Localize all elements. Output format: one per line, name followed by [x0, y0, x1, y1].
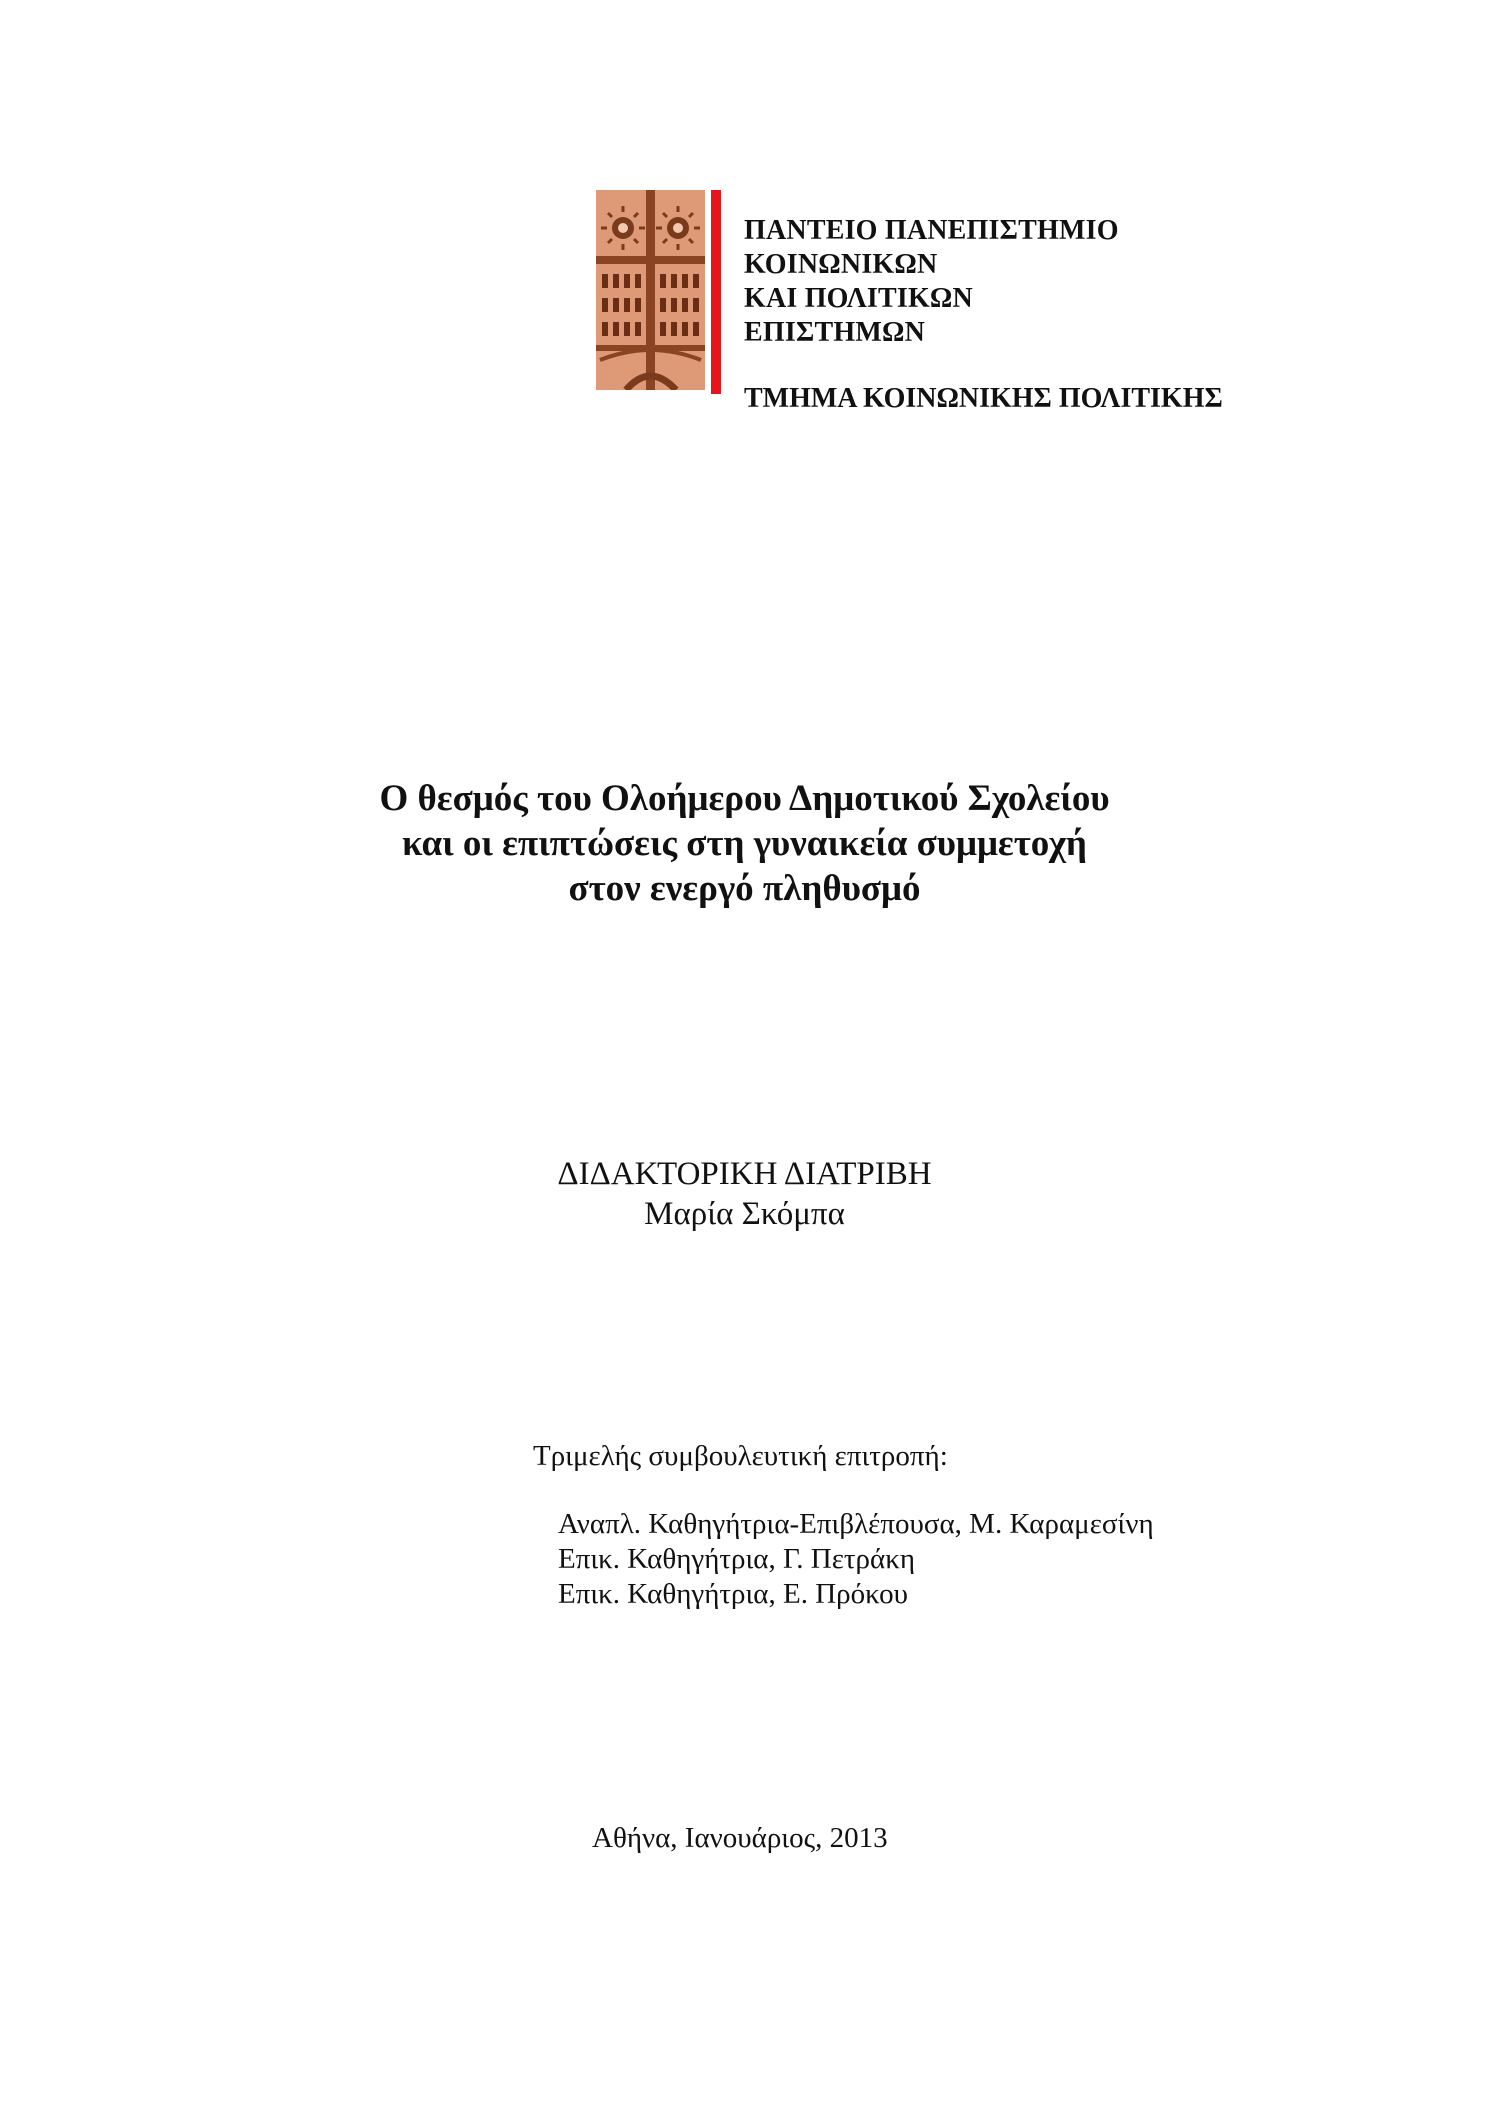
author-name: Μαρία Σκόμπα — [644, 1196, 845, 1232]
committee-list — [558, 1507, 1154, 1612]
committee-member: Επικ. Καθηγήτρια, Ε. Πρόκου — [558, 1578, 908, 1610]
committee-member: Αναπλ. Καθηγήτρια-Επιβλέπουσα, Μ. Καραμεσίνη — [558, 1508, 1154, 1540]
university-name-line: ΚΑΙ ΠΟΛΙΤΙΚΩΝ — [744, 283, 973, 314]
thesis-info — [0, 1154, 1489, 1234]
committee-heading: Τριμελής συμβουλευτική επιτροπή: — [533, 1440, 948, 1472]
university-name-line: ΕΠΙΣΤΗΜΩΝ — [744, 317, 925, 348]
thesis-type: ΔΙΔΑΚΤΟΡΙΚΗ ΔΙΑΤΡΙΒΗ — [557, 1156, 932, 1192]
thesis-title-line: Ο θεσμός του Ολοήμερου Δημοτικού Σχολείου — [379, 778, 1110, 819]
university-name — [744, 214, 1119, 350]
accent-bar — [711, 190, 721, 394]
thesis-title-line: στον ενεργό πληθυσμό — [568, 868, 921, 909]
department-name: ΤΜΗΜΑ ΚΟΙΝΩΝΙΚΗΣ ΠΟΛΙΤΙΚΗΣ — [744, 383, 1223, 414]
place-date: Αθήνα, Ιανουάριος, 2013 — [592, 1822, 888, 1854]
committee-member: Επικ. Καθηγήτρια, Γ. Πετράκη — [558, 1543, 915, 1575]
thesis-title — [0, 776, 1489, 911]
university-name-line: ΚΟΙΝΩΝΙΚΩΝ — [744, 249, 938, 280]
university-crest-icon — [596, 190, 705, 390]
university-name-line: ΠΑΝΤΕΙΟ ΠΑΝΕΠΙΣΤΗΜΙΟ — [744, 215, 1119, 246]
thesis-title-line: και οι επιπτώσεις στη γυναικεία συμμετοχή — [402, 823, 1087, 864]
